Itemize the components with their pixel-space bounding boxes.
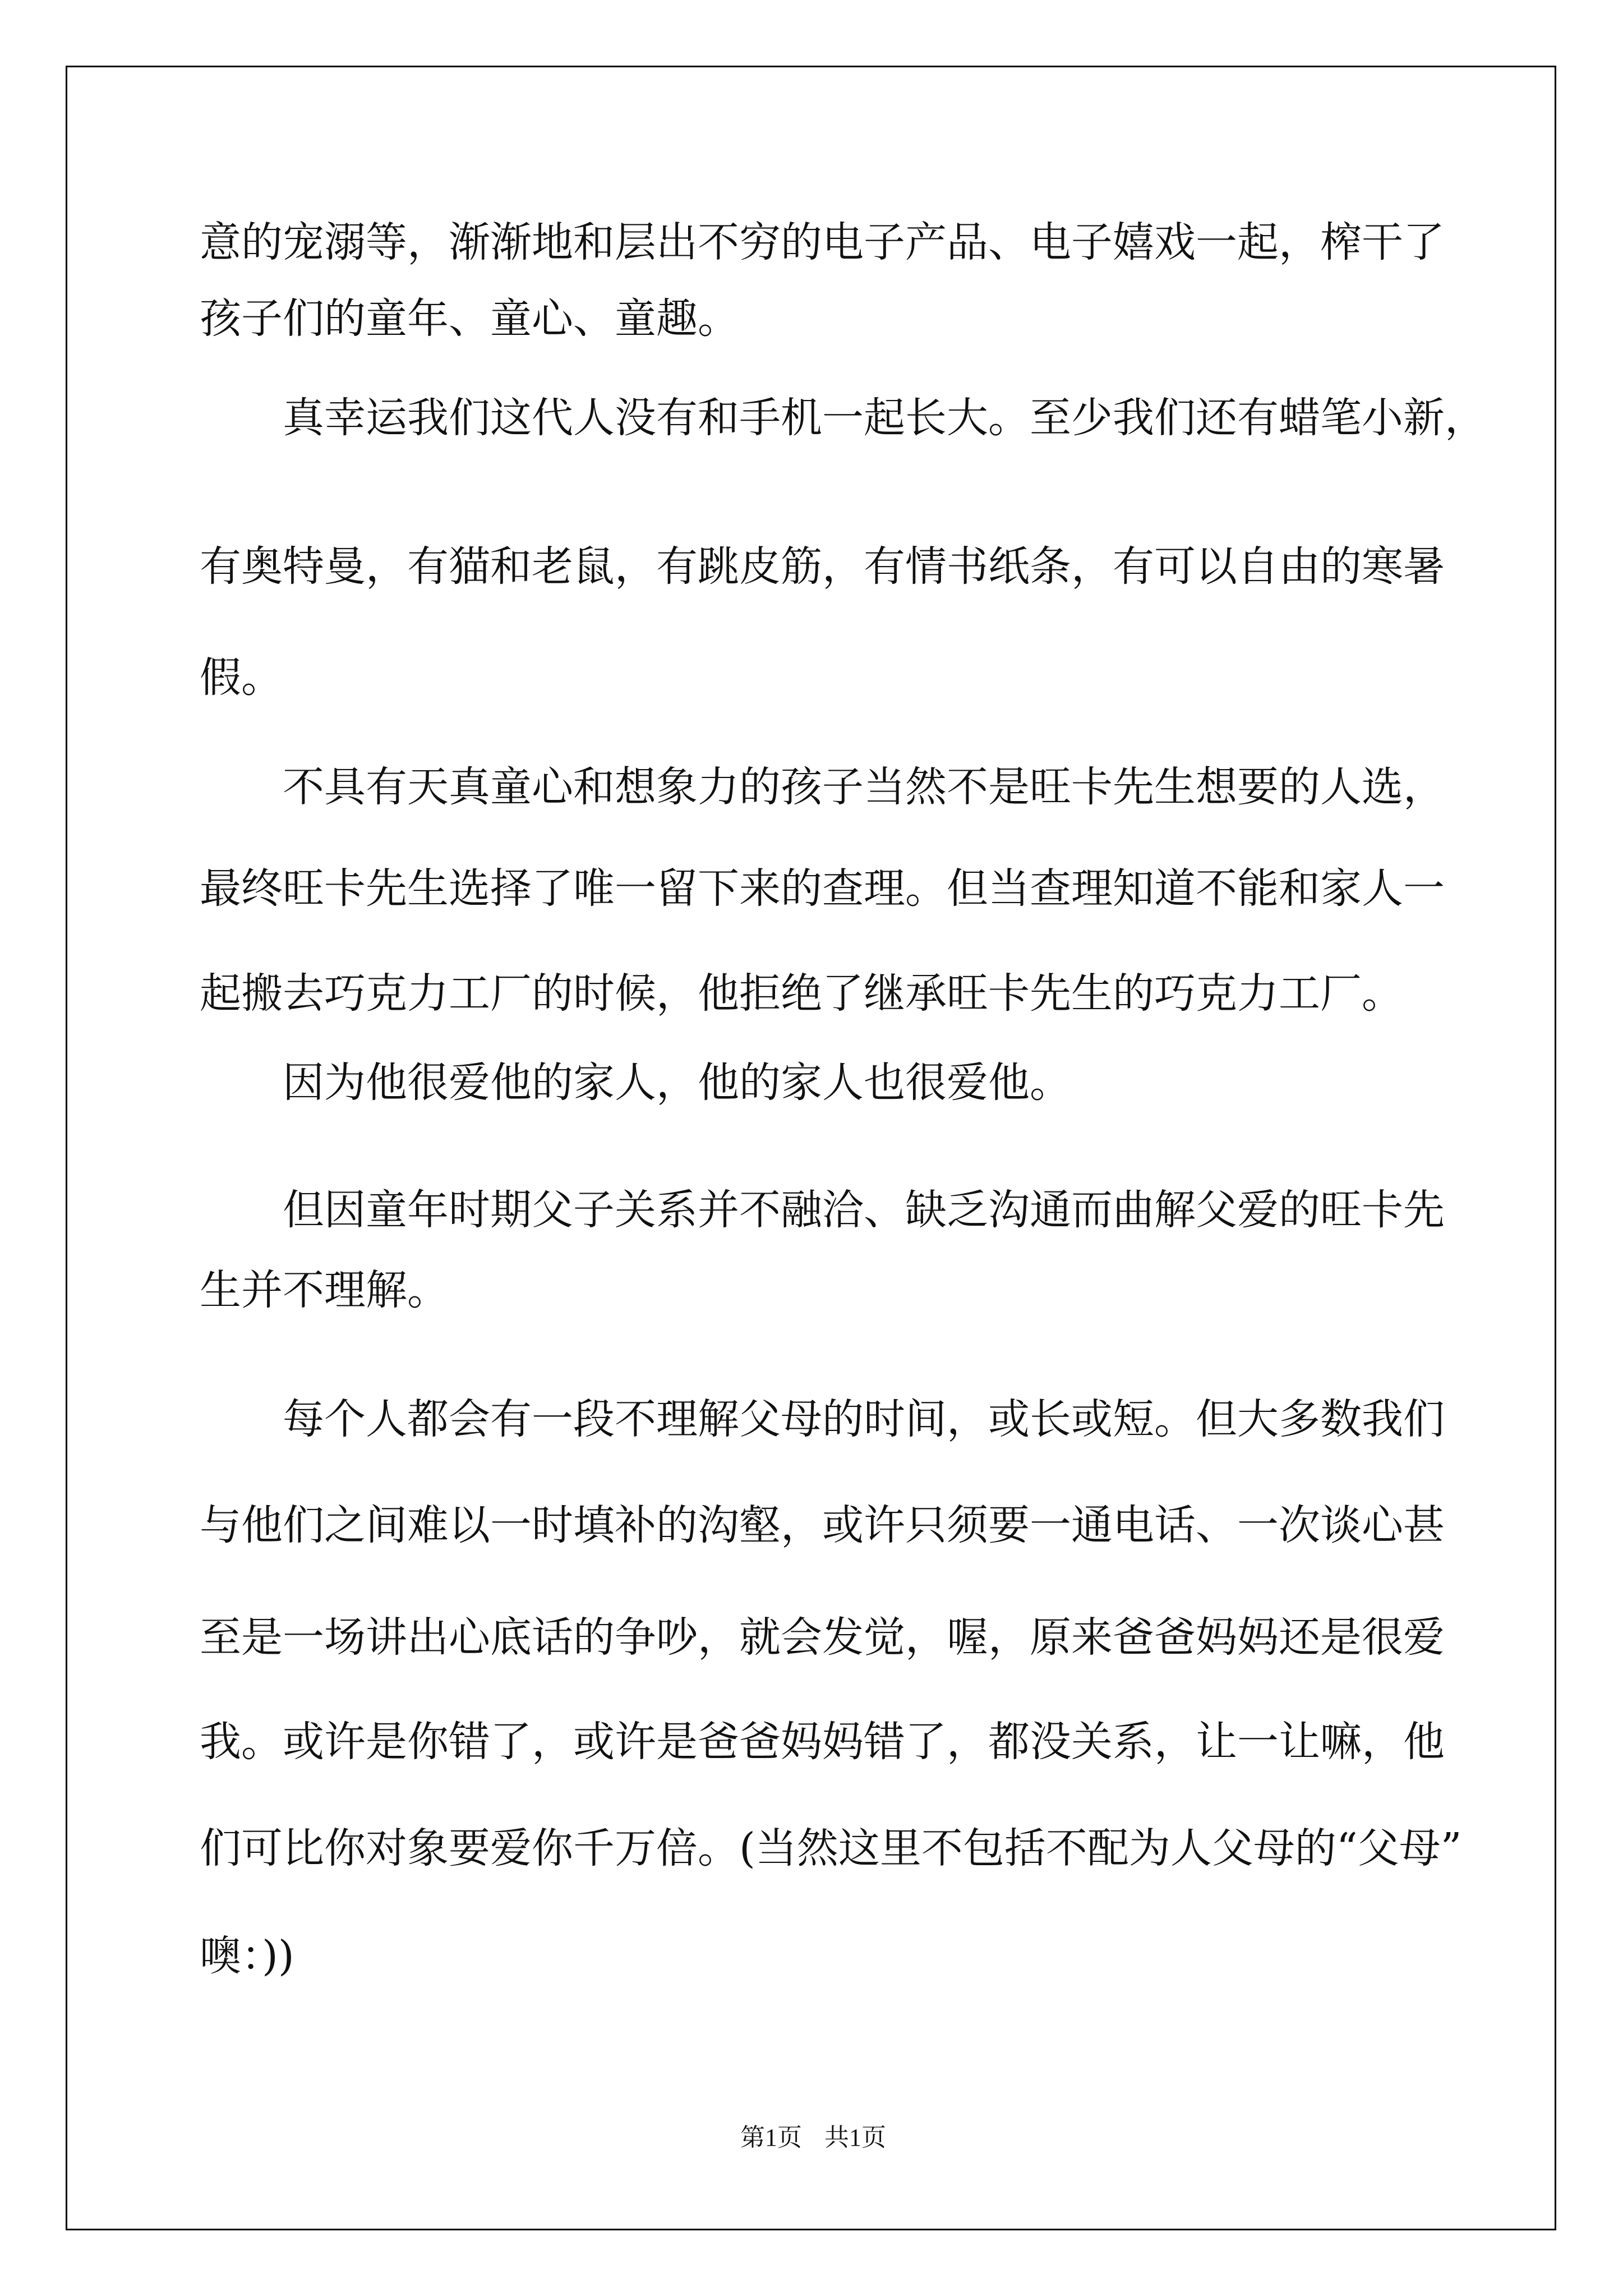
paragraph-start-line: 但因童年时期父子关系并不融洽、缺乏沟通而曲解父爱的旺卡先 bbox=[283, 1186, 1445, 1234]
paragraph-start-line: 真幸运我们这代人没有和手机一起长大。至少我们还有蜡笔小新， bbox=[283, 394, 1486, 442]
page-total: 共1页 bbox=[824, 2124, 886, 2151]
text-line: 有奥特曼，有猫和老鼠，有跳皮筋，有情书纸条，有可以自由的寒暑 bbox=[200, 542, 1445, 591]
text-line: 们可比你对象要爱你千万倍。(当然这里不包括不配为人父母的“父母” bbox=[200, 1824, 1462, 1872]
paragraph-start-line: 因为他很爱他的家人，他的家人也很爱他。 bbox=[283, 1059, 1071, 1107]
text-line: 意的宠溺等，渐渐地和层出不穷的电子产品、电子嬉戏一起，榨干了 bbox=[200, 218, 1445, 266]
text-line: 与他们之间难以一时填补的沟壑，或许只须要一通电话、一次谈心甚 bbox=[200, 1501, 1445, 1549]
paragraph-start-line: 不具有天真童心和想象力的孩子当然不是旺卡先生想要的人选， bbox=[283, 763, 1445, 811]
text-line: 生并不理解。 bbox=[200, 1266, 449, 1314]
text-line: 最终旺卡先生选择了唯一留下来的查理。但当查理知道不能和家人一 bbox=[200, 864, 1445, 913]
text-line: 至是一场讲出心底话的争吵，就会发觉，喔，原来爸爸妈妈还是很爱 bbox=[200, 1613, 1445, 1662]
text-line: 噢：)) bbox=[200, 1932, 294, 1980]
page-number: 第1页 bbox=[740, 2124, 802, 2151]
text-line: 起搬去巧克力工厂的时候，他拒绝了继承旺卡先生的巧克力工厂。 bbox=[200, 969, 1403, 1018]
paragraph-start-line: 每个人都会有一段不理解父母的时间，或长或短。但大多数我们 bbox=[283, 1395, 1445, 1443]
text-line: 孩子们的童年、童心、童趣。 bbox=[200, 295, 739, 343]
text-line: 假。 bbox=[200, 654, 283, 702]
page-footer bbox=[729, 2121, 897, 2155]
text-line: 我。或许是你错了，或许是爸爸妈妈错了，都没关系，让一让嘛，他 bbox=[200, 1718, 1445, 1766]
